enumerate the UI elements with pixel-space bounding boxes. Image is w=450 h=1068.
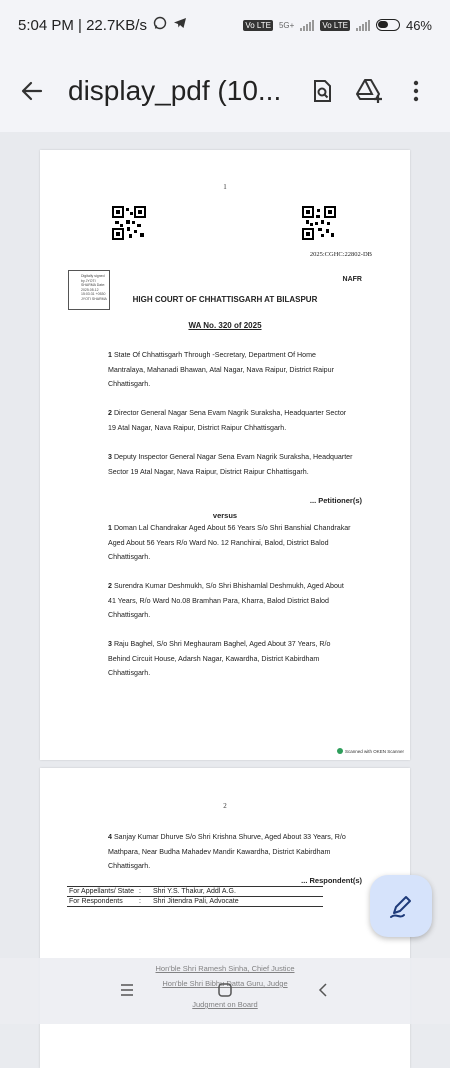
versus-label: versus: [212, 511, 238, 520]
status-time: 5:04 PM | 22.7KB/s: [18, 16, 147, 34]
network-label: 5G+: [278, 20, 295, 30]
respondent-3: 3 Raju Baghel, S/o Shri Meghauram Baghel, Aged About 37 Years, R/o Behind Circuit House, Adarsh Nagar, Kawardha, District Kabirdham Chhattisgarh.: [108, 640, 331, 677]
volte-icon-2: Vo LTE: [322, 20, 348, 30]
search-document-icon[interactable]: [302, 71, 342, 111]
edit-pen-icon: [388, 893, 414, 919]
system-nav-bar: [0, 958, 450, 1024]
nafr-label: NAFR: [342, 276, 362, 283]
app-bar: [0, 50, 450, 132]
table-row: For Appellants/ State : Shri Y.S. Thakur, Addl A.G.: [67, 887, 323, 897]
drive-add-icon[interactable]: [350, 71, 390, 111]
home-icon[interactable]: [210, 978, 240, 1002]
case-number: WA No. 320 of 2025: [188, 321, 262, 330]
page-number: 1: [223, 183, 227, 191]
annotate-button[interactable]: [370, 875, 432, 937]
signal-icon-2: [356, 19, 370, 31]
judges-line-1: Hon'ble Shri Ramesh Sinha, Chief Justice: [155, 964, 295, 973]
neutral-citation: 2025:CGHC:22802-DB: [309, 251, 372, 258]
respondent-4: 4 Sanjay Kumar Dhurve S/o Shri Krishna Shurve, Aged About 33 Years, R/o Mathpara, Near Budha Mahadev Mandir Kawardha, District Kabirdham Chhattisgarh.: [108, 833, 346, 870]
scanner-watermark: Scanned with OKEN Scanner: [337, 748, 404, 754]
digital-signature-stamp: Digitally signed by JYOTI SHARMA Date: 2025.05.12 15:03:31 +0530 JYOTI SHARMA: [68, 270, 110, 310]
qr-code-icon: [112, 206, 146, 240]
qr-code-icon-2: [302, 206, 336, 240]
petitioner-2: 2 Director General Nagar Sena Evam Nagrik Suraksha, Headquarter Sector 19 Atal Nagar, Nava Raipur, District Raipur Chhattisgarh.: [108, 409, 347, 432]
whatsapp-icon: [153, 16, 167, 34]
more-vert-icon[interactable]: [396, 71, 436, 111]
telegram-icon: [173, 16, 187, 34]
battery-level: 46%: [405, 17, 432, 33]
signal-icon: [300, 19, 314, 31]
menu-icon[interactable]: [112, 978, 142, 1002]
document-title: display_pdf (10...: [68, 75, 282, 106]
respondent-1: 1 Doman Lal Chandrakar Aged About 56 Years S/o Shri Banshial Chandrakar Aged About 56 Years R/o Ward No. 12 Ranchirai, Balod, District Balod Chhattisgarh.: [108, 524, 351, 561]
scanner-logo-icon: [337, 748, 343, 754]
judgment-on-board: Judgment on Board: [192, 1000, 258, 1009]
judges-line-2: Hon'ble Shri Bibhu Datta Guru, Judge: [162, 979, 288, 988]
respondent-2: 2 Surendra Kumar Deshmukh, S/o Shri Bhishamlal Deshmukh, Aged About 41 Years, R/o Ward No.08 Bramhan Para, Kharra, Balod District Balod Chhattisgarh.: [108, 582, 344, 619]
volte-icon: Vo LTE: [245, 20, 271, 30]
battery-icon: [376, 19, 400, 31]
petitioner-1: 1 State Of Chhattisgarh Through -Secretary, Department Of Home Mantralaya, Mahanadi Bhawan, Atal Nagar, Nava Raipur, District Raipur Chhattisgarh.: [108, 351, 334, 388]
status-bar: [0, 0, 450, 50]
back-arrow-icon[interactable]: [14, 73, 50, 109]
petitioner-3: 3 Deputy Inspector General Nagar Sena Evam Nagrik Suraksha, Headquarter Sector 19 Atal Nagar, Nava Raipur, District Raipur Chhattisgarh.: [108, 453, 353, 476]
table-row: For Respondents : Shri Jitendra Pali, Advocate: [67, 897, 323, 907]
counsel-table: [67, 886, 323, 907]
page-number-2: 2: [223, 802, 227, 810]
court-name: HIGH COURT OF CHHATTISGARH AT BILASPUR: [132, 295, 318, 304]
back-icon[interactable]: [308, 978, 338, 1002]
respondent-label: ... Respondent(s): [301, 876, 362, 885]
pdf-page-1: [40, 150, 410, 760]
petitioner-label: ... Petitioner(s): [309, 496, 362, 505]
